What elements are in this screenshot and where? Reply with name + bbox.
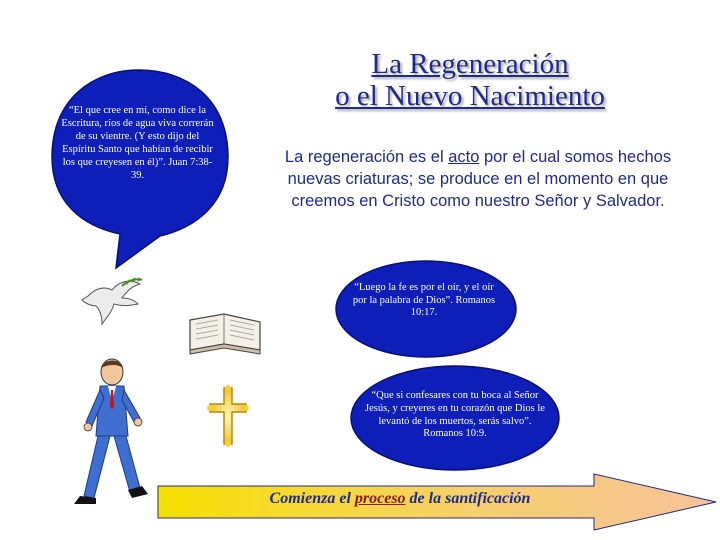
bible-icon [190,314,260,354]
arrow-label [160,490,640,508]
bubble-faith-text: “Luego la fe es por el oír, y el oír por la palabra de Dios”. Romanos 10:17. [352,282,496,318]
definition-paragraph [262,146,694,212]
walking-man-icon [74,359,148,504]
definition-text-before: La regeneración es el [284,148,449,166]
dove-icon [82,278,142,324]
page-title [300,48,640,112]
arrow-text-before: Comienza el [269,490,355,507]
definition-text-after: por el cual somos hechos nuevas criaturas; se produce en el momento en que creemos en Cristo como nuestro Señor y Salvador. [287,148,672,210]
title-line-2: o el Nuevo Nacimiento [335,80,605,112]
bubble-confess-text: “Que si confesares con tu boca al Señor Jesús, y creyeres en tu corazón que Dios le levantó de los muertos, serás salvo”. Romanos 10:9. [365,390,545,440]
definition-emphasis: acto [448,148,480,166]
arrow-emphasis: proceso [354,490,406,507]
title-line-1: La Regeneración [371,48,569,80]
bubble-left-text: “El que cree en mí, como dice la Escritura, ríos de agua viva correrán de su vientre. (Y esto dijo del Espíritu Santo que habían de recibir los que creyesen en él)”. Juan 7:38-39. [61,105,214,181]
cross-icon [207,385,249,447]
arrow-text-after: de la santificación [405,490,531,507]
